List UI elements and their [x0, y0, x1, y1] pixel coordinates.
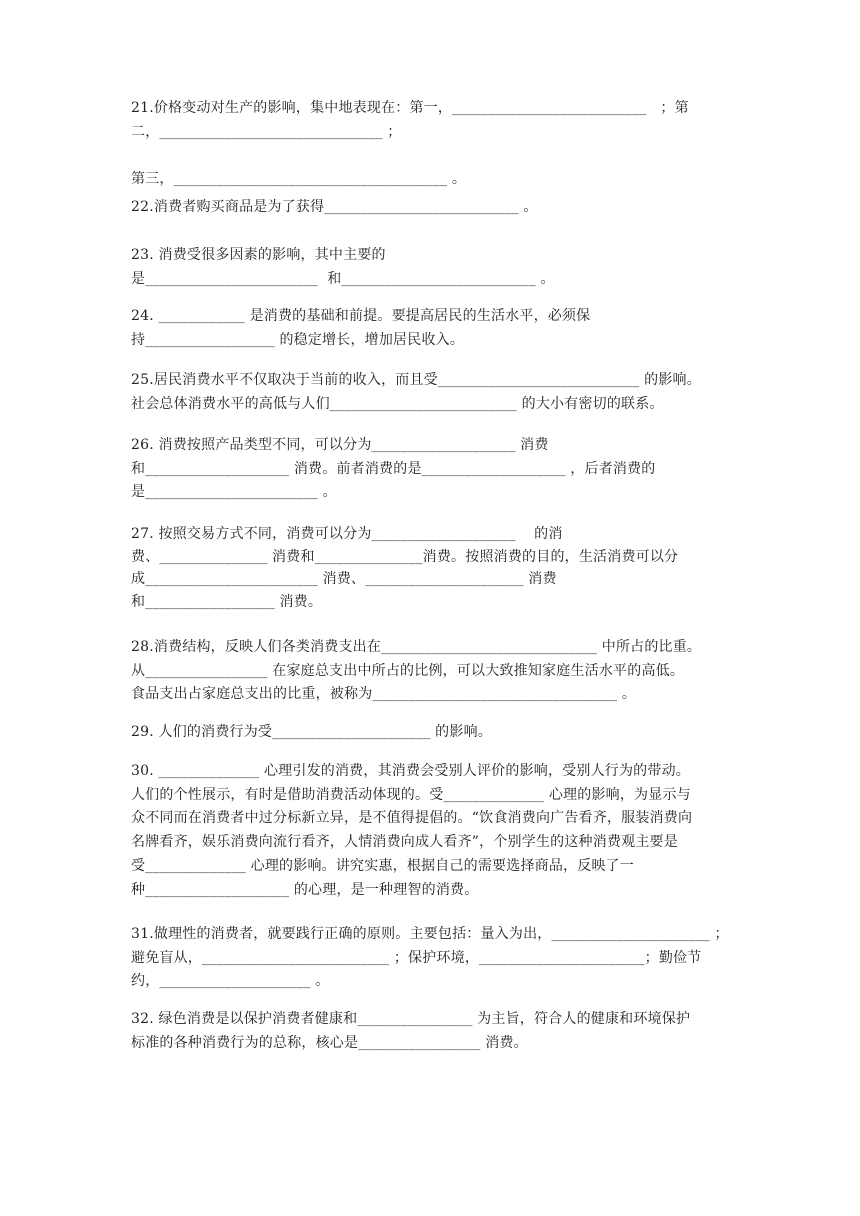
question-27-line-2: 费、_______________ 消费和_______________消费。按照消费的目的，生活消费可以分 — [131, 548, 679, 565]
question-25-line-2: 社会总体消费水平的高低与人们__________________________ 的大小有密切的联系。 — [131, 395, 664, 412]
question-30-line-6: 种____________________ 的心理，是一种理智的消费。 — [131, 881, 479, 898]
question-29-line-1: 29. 人们的消费行为受______________________ 的影响。 — [131, 724, 492, 740]
question-26-line-2: 和____________________ 消费。前者消费的是____________________ ，后者消费的 — [131, 460, 656, 477]
question-31-line-2: 避免盲从，__________________________ ；保护环境，_______________________；勤俭节 — [131, 949, 702, 966]
question-28-line-1: 28.消费结构，反映人们各类消费支出在______________________________ 中所占的比重。 — [131, 639, 702, 655]
question-27-line-1: 27. 按照交易方式不同，消费可以分为____________________ 的消 — [131, 526, 563, 542]
question-30-line-2: 人们的个性展示，有时是借助消费活动体现的。受______________ 心理的影响，为显示与 — [131, 786, 691, 803]
question-21-line-4: 第三，______________________________________ 。 — [131, 170, 467, 187]
question-32-line-2: 标准的各种消费行为的总称，核心是_________________ 消费。 — [131, 1034, 528, 1051]
question-21-line-2: 二，_______________________________ ； — [131, 123, 402, 140]
question-28-line-2: 从_________________ 在家庭总支出中所占的比例，可以大致推知家庭生活水平的高低。 — [131, 662, 685, 679]
question-26-line-1: 26. 消费按照产品类型不同，可以分为____________________ 消费 — [131, 437, 549, 453]
question-21-line-1: 21.价格变动对生产的影响，集中地表现在：第一，___________________________ ；第 — [131, 100, 689, 116]
question-23-line-2: 是________________________ 和___________________________ 。 — [131, 270, 555, 287]
question-24-line-2: 持__________________ 的稳定增长，增加居民收入。 — [131, 331, 465, 348]
question-24-line-1: 24. ____________ 是消费的基础和前提。要提高居民的生活水平，必须保 — [131, 308, 591, 324]
question-30-line-4: 名牌看齐，娱乐消费向流行看齐，人情消费向成人看齐”，个别学生的这种消费观主要是 — [131, 834, 678, 851]
question-30-line-3: 众不同而在消费者中过分标新立异，是不值得提倡的。“饮食消费向广告看齐，服装消费向 — [131, 810, 693, 827]
question-31-line-1: 31.做理性的消费者，就要践行正确的原则。主要包括：量入为出，______________________ ； — [131, 926, 729, 942]
question-30-line-5: 受______________ 心理的影响。讲究实惠，根据自己的需要选择商品，反映了一 — [131, 857, 635, 874]
question-22-line-1: 22.消费者购买商品是为了获得___________________________ 。 — [131, 199, 538, 215]
question-25-line-1: 25.居民消费水平不仅取决于当前的收入，而且受____________________________ 的影响。 — [131, 372, 701, 388]
question-32-line-1: 32. 绿色消费是以保护消费者健康和________________ 为主旨，符合人的健康和环境保护 — [131, 1011, 691, 1027]
question-31-line-3: 约，_____________________ 。 — [131, 973, 330, 989]
question-30-line-1: 30. ______________ 心理引发的消费，其消费会受别人评价的影响，受别人行为的带动。 — [131, 763, 690, 779]
question-26-line-3: 是________________________ 。 — [131, 484, 337, 500]
question-27-line-4: 和__________________ 消费。 — [131, 593, 323, 610]
question-27-line-3: 成________________________ 消费、______________________ 消费 — [131, 571, 557, 587]
question-28-line-3: 食品支出占家庭总支出的比重，被称为__________________________________ 。 — [131, 686, 637, 702]
question-23-line-1: 23. 消费受很多因素的影响，其中主要的 — [131, 247, 386, 263]
